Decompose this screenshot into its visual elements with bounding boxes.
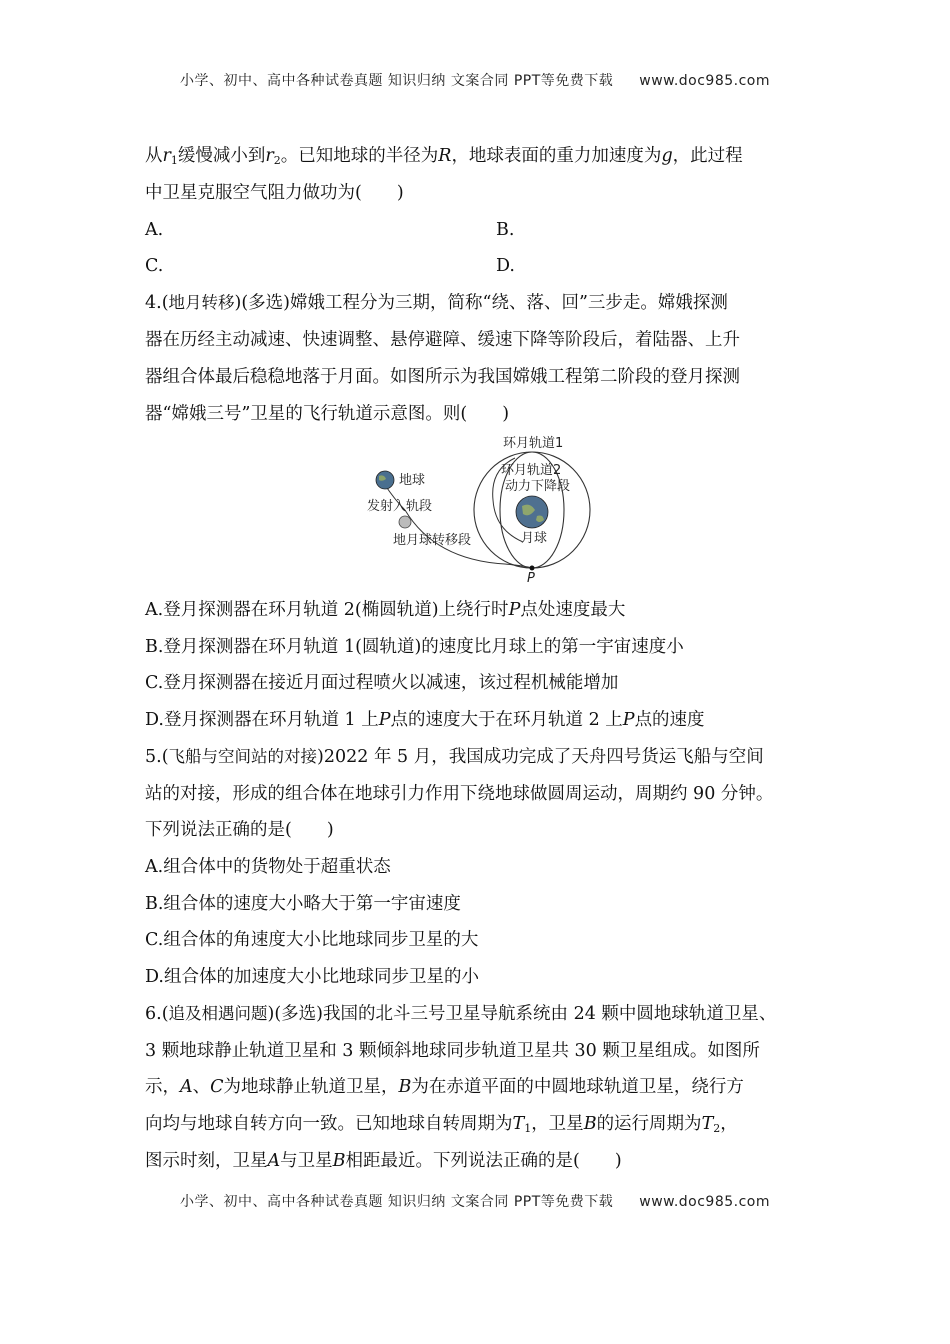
q4-option-a: A.登月探测器在环月轨道 2(椭圆轨道)上绕行时P点处速度最大 (145, 600, 626, 620)
q3-option-c: C. (145, 256, 164, 276)
q4-line-4: 器“嫦娥三号”卫星的飞行轨道示意图。则( ) (145, 404, 510, 424)
label-moon: 月球 (521, 531, 548, 546)
q6-line-3: 示，A、C为地球静止轨道卫星，B为在赤道平面的中圆地球轨道卫星，绕行方 (145, 1077, 744, 1097)
label-earth: 地球 (399, 473, 426, 488)
q6-line-5: 图示时刻，卫星A与卫星B相距最近。下列说法正确的是( ) (145, 1151, 622, 1171)
q6-tag: 追及相遇问题 (168, 1004, 268, 1023)
q4-line-1: 4.(地月转移)(多选)嫦娥工程分为三期，简称“绕、落、回”三步走。嫦娥探测 (145, 293, 728, 313)
q5-line-2: 站的对接，形成的组合体在地球引力作用下绕地球做圆周运动，周期约 90 分钟。 (145, 784, 774, 804)
q6-line-1: 6.(追及相遇问题)(多选)我国的北斗三号卫星导航系统由 24 颗中圆地球轨道卫星、 (145, 1004, 777, 1024)
label-orbit1: 环月轨道1 (503, 436, 564, 451)
q5-line-3: 下列说法正确的是( ) (145, 820, 334, 840)
q5-option-d: D.组合体的加速度大小比地球同步卫星的小 (145, 967, 479, 987)
q3-option-a: A. (145, 220, 164, 240)
q5-tag: 飞船与空间站的对接 (168, 747, 318, 766)
q4-tag: 地月转移 (168, 293, 235, 312)
orbit-diagram (355, 430, 605, 585)
q6-line-2: 3 颗地球静止轨道卫星和 3 颗倾斜地球同步轨道卫星共 30 颗卫星组成。如图所 (145, 1041, 760, 1061)
point-p-marker (530, 566, 535, 571)
earth-icon (376, 471, 394, 489)
label-orbit2: 环月轨道2 (501, 463, 562, 478)
label-transfer: 地月球转移段 (393, 533, 472, 548)
label-launch: 发射入轨段 (367, 499, 433, 514)
q4-option-d: D.登月探测器在环月轨道 1 上P点的速度大于在环月轨道 2 上P点的速度 (145, 710, 705, 730)
q3-line-2: 中卫星克服空气阻力做功为( ) (145, 183, 404, 203)
q4-option-c: C.登月探测器在接近月面过程喷火以减速，该过程机械能增加 (145, 673, 619, 693)
label-p: P (527, 571, 535, 585)
header-text: 小学、初中、高中各种试卷真题 知识归纳 文案合同 PPT等免费下载 (179, 73, 614, 89)
q5-option-a: A.组合体中的货物处于超重状态 (145, 857, 391, 877)
satellite-icon (399, 516, 411, 528)
label-descent: 动力下降段 (505, 479, 571, 494)
q4-line-3: 器组合体最后稳稳地落于月面。如图所示为我国嫦娥工程第二阶段的登月探测 (145, 367, 740, 387)
header-site[interactable]: www.doc985.com (639, 73, 771, 89)
footer-site[interactable]: www.doc985.com (639, 1194, 771, 1210)
q5-line-1: 5.(飞船与空间站的对接)2022 年 5 月，我国成功完成了天舟四号货运飞船与空间 (145, 747, 764, 767)
q3-option-d: D. (496, 256, 515, 276)
q4-line-2: 器在历经主动减速、快速调整、悬停避障、缓速下降等阶段后，着陆器、上升 (145, 330, 740, 350)
q5-option-c: C.组合体的角速度大小比地球同步卫星的大 (145, 930, 479, 950)
q3-line-1: 从$r_1$缓慢减小到$r_2$。已知地球的半径为R，地球表面的重力加速度为g，此过程 (145, 146, 743, 167)
q5-option-b: B.组合体的速度大小略大于第一宇宙速度 (145, 894, 461, 914)
q4-option-b: B.登月探测器在环月轨道 1(圆轨道)的速度比月球上的第一宇宙速度小 (145, 637, 684, 657)
q3-option-b: B. (496, 220, 515, 240)
page-header (0, 70, 950, 90)
footer-text: 小学、初中、高中各种试卷真题 知识归纳 文案合同 PPT等免费下载 (179, 1194, 614, 1210)
q6-line-4: 向均与地球自转方向一致。已知地球自转周期为$T_1$，卫星B的运行周期为$T_2$， (145, 1114, 738, 1135)
page-footer (0, 1191, 950, 1211)
